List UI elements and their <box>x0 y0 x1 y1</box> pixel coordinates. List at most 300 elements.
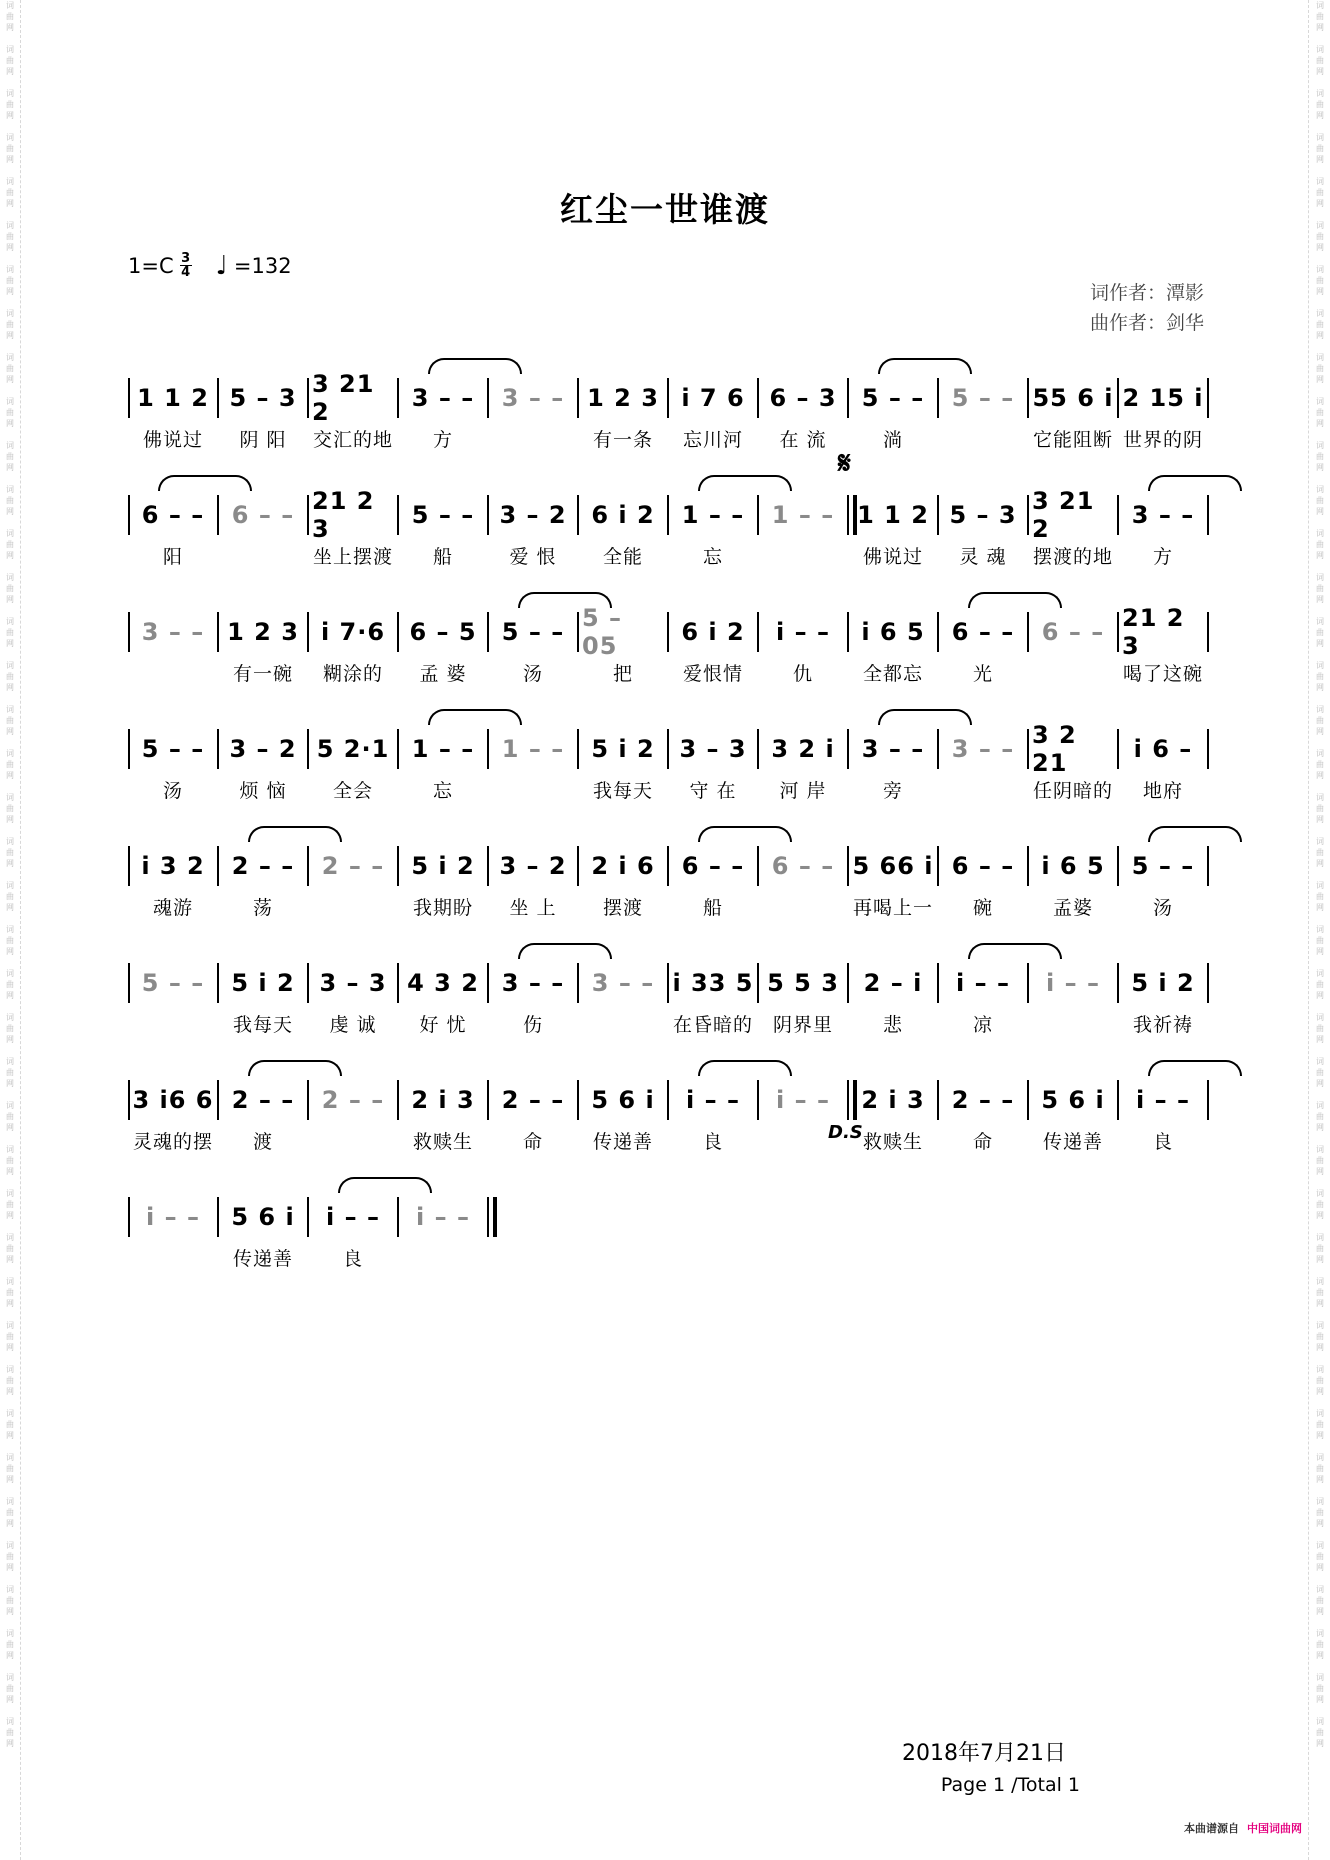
tie-arc <box>968 943 1062 959</box>
measure-notes: 3 21 2 <box>312 370 375 426</box>
measure-lyric: 忘 <box>702 545 723 568</box>
measure-lyric <box>220 541 306 569</box>
measure-notes: 21 2 3 <box>312 487 375 543</box>
bar-line <box>577 729 579 769</box>
measure-lyric: 糊涂的 <box>322 662 383 685</box>
bar-line <box>1027 495 1029 535</box>
measure-lyric <box>580 1009 666 1037</box>
bar-line <box>847 846 849 886</box>
bar-line <box>397 963 399 1003</box>
measure-lyric: 传递善 <box>592 1130 653 1153</box>
bar-line <box>1207 378 1209 418</box>
bar-line <box>307 1197 309 1237</box>
quarter-note-icon: ♩ <box>215 250 228 281</box>
measure-notes: 6 – 5 <box>409 618 477 646</box>
measure-notes: 2 – – <box>321 1086 385 1114</box>
bar-line <box>397 1080 399 1120</box>
bar-line <box>397 729 399 769</box>
bar-line <box>667 963 669 1003</box>
measure-notes: 1 2 3 <box>227 618 299 646</box>
bar-line <box>487 729 489 769</box>
bar-line <box>1117 729 1119 769</box>
score-row <box>128 1062 1208 1174</box>
bar-line <box>307 495 309 535</box>
measure-lyric: 烦 恼 <box>239 779 287 802</box>
measure-lyric: 好 忧 <box>419 1013 467 1036</box>
measure-lyric: 阴界里 <box>772 1013 833 1036</box>
measure-notes: 5 – 05 <box>582 604 623 660</box>
bar-line <box>757 495 759 535</box>
tie-arc <box>248 1060 342 1076</box>
bar-line <box>1117 1080 1119 1120</box>
measure-lyric: 方 <box>432 428 453 451</box>
date-label: 2018年7月21日 <box>902 1741 1066 1766</box>
measure-lyric: 救赎生 <box>862 1130 923 1153</box>
measure-notes: 1 – – <box>501 735 565 763</box>
measure-notes: 5 6 i <box>1041 1086 1105 1114</box>
measure-notes: 6 – – <box>231 501 295 529</box>
measure-lyric: 忘 <box>432 779 453 802</box>
measure-lyric: 在 流 <box>779 428 827 451</box>
measure-notes: 6 – – <box>1041 618 1105 646</box>
measure-lyric: 伤 <box>522 1013 543 1036</box>
measure-lyric: 守 在 <box>689 779 737 802</box>
measure-notes: 6 – – <box>141 501 205 529</box>
bar-line <box>128 612 130 652</box>
double-bar-line <box>847 1080 849 1120</box>
measure-notes: 3 – 3 <box>679 735 747 763</box>
time-signature: $\frac{3}{4}$ <box>181 251 191 280</box>
key-signature <box>128 252 292 279</box>
measure-lyric: 爱恨情 <box>682 662 743 685</box>
bar-line <box>128 1197 130 1237</box>
tie-arc <box>698 475 792 491</box>
bar-line <box>487 846 489 886</box>
measure-notes: 2 – – <box>501 1086 565 1114</box>
measure-notes: 1 – – <box>411 735 475 763</box>
bar-line <box>577 495 579 535</box>
bar-line <box>1207 963 1209 1003</box>
bar-line <box>397 1197 399 1237</box>
left-margin-line <box>20 0 21 1860</box>
measure-lyric: 我每天 <box>232 1013 293 1036</box>
bar-line <box>937 495 939 535</box>
measure-lyric: 灵 魂 <box>959 545 1007 568</box>
measure-notes: 3 – – <box>141 618 205 646</box>
measure-lyric: 孟 婆 <box>419 662 467 685</box>
bar-line <box>1117 846 1119 886</box>
measure-notes: i – – <box>146 1203 200 1231</box>
measure-notes: 5 66 i <box>852 852 934 880</box>
measure-lyric: 荡 <box>252 896 273 919</box>
measure-lyric: 把 <box>612 662 633 685</box>
measure-lyric: 河 岸 <box>779 779 827 802</box>
measure-lyric: 我期盼 <box>412 896 473 919</box>
bar-line <box>667 378 669 418</box>
bar-line <box>1027 963 1029 1003</box>
bar-line <box>937 846 939 886</box>
segno-sign: 𝄋 <box>838 446 851 481</box>
measure-lyric: 佛说过 <box>142 428 203 451</box>
bar-line <box>128 729 130 769</box>
measure-notes: 5 – – <box>1131 852 1195 880</box>
bar-line <box>128 495 130 535</box>
measure-lyric: 旁 <box>882 779 903 802</box>
bar-line <box>1117 963 1119 1003</box>
measure-notes: i 3 2 <box>141 852 205 880</box>
measure-notes: 3 i6 6 <box>132 1086 214 1114</box>
measure-lyric: 渡 <box>252 1130 273 1153</box>
measure-notes: i – – <box>776 618 830 646</box>
bar-line <box>217 378 219 418</box>
measure-notes: 5 i 2 <box>231 969 295 997</box>
measure-lyric <box>130 658 216 686</box>
measure-notes: 6 – – <box>771 852 835 880</box>
score-row <box>128 477 1208 589</box>
measure-lyric: 全能 <box>602 545 643 568</box>
measure-lyric: 碗 <box>972 896 993 919</box>
measure-lyric: 喝了这碗 <box>1122 662 1203 685</box>
measure-lyric: 阳 <box>162 545 183 568</box>
measure-notes: i – – <box>686 1086 740 1114</box>
measure-lyric <box>490 775 576 803</box>
measure-lyric <box>130 1009 216 1037</box>
bar-line <box>128 846 130 886</box>
measure-lyric: 虔 诚 <box>329 1013 377 1036</box>
measure-lyric: 坐上摆渡 <box>312 545 393 568</box>
bar-line <box>757 963 759 1003</box>
measure-notes: 5 – – <box>141 969 205 997</box>
measure-notes: 3 21 2 <box>1032 487 1095 543</box>
bar-line <box>1207 1080 1209 1120</box>
measure-lyric <box>1030 1009 1116 1037</box>
measure-notes: 3 – – <box>951 735 1015 763</box>
measure-notes: i 6 – <box>1133 735 1193 763</box>
measure-lyric: 再喝上一 <box>852 896 933 919</box>
page-number: Page 1 /Total 1 <box>940 1774 1080 1796</box>
measure-lyric <box>760 892 846 920</box>
double-bar-line <box>487 1197 489 1237</box>
bar-line <box>667 846 669 886</box>
measure-notes: 5 5 3 <box>767 969 839 997</box>
measure-lyric <box>940 775 1026 803</box>
tempo-value: =132 <box>233 253 292 278</box>
measure-lyric: 淌 <box>882 428 903 451</box>
measure-notes: 5 6 i <box>231 1203 295 1231</box>
bar-line <box>1027 729 1029 769</box>
tie-arc <box>698 1060 792 1076</box>
bar-line <box>487 612 489 652</box>
bar-line <box>397 846 399 886</box>
tie-arc <box>1148 826 1242 842</box>
bar-line <box>1117 378 1119 418</box>
measure-notes: 2 – – <box>231 852 295 880</box>
measure-lyric <box>400 1243 486 1271</box>
measure-lyric: 悲 <box>882 1013 903 1036</box>
measure-lyric: 在昏暗的 <box>672 1013 753 1036</box>
right-margin-line <box>1308 0 1309 1860</box>
bar-line <box>217 1080 219 1120</box>
bar-line <box>307 963 309 1003</box>
measure-notes: 2 – – <box>951 1086 1015 1114</box>
tie-arc <box>338 1177 432 1193</box>
bar-line <box>1117 612 1119 652</box>
bar-line <box>757 846 759 886</box>
credits <box>1090 278 1204 338</box>
measure-notes: 5 – – <box>951 384 1015 412</box>
tie-arc <box>518 943 612 959</box>
measure-notes: 6 i 2 <box>681 618 745 646</box>
bar-line <box>307 1080 309 1120</box>
measure-notes: 6 – – <box>681 852 745 880</box>
bar-line <box>397 378 399 418</box>
bar-line <box>397 612 399 652</box>
bar-line <box>1027 378 1029 418</box>
measure-notes: 2 – i <box>863 969 923 997</box>
measure-notes: 1 – – <box>771 501 835 529</box>
measure-notes: 6 – – <box>951 618 1015 646</box>
measure-notes: 2 i 3 <box>861 1086 925 1114</box>
measure-notes: 3 2 21 <box>1032 721 1077 777</box>
measure-notes: 5 – 3 <box>949 501 1017 529</box>
tie-arc <box>158 475 252 491</box>
measure-lyric: 阴 阳 <box>239 428 287 451</box>
bar-line <box>937 378 939 418</box>
measure-lyric: 爱 恨 <box>509 545 557 568</box>
tie-arc <box>878 358 972 374</box>
measure-notes: 2 i 3 <box>411 1086 475 1114</box>
measure-notes: i 33 5 <box>672 969 754 997</box>
bar-line <box>577 963 579 1003</box>
measure-notes: 3 – 2 <box>499 501 567 529</box>
measure-notes: 2 – – <box>321 852 385 880</box>
score-row <box>128 594 1208 706</box>
measure-lyric <box>130 1243 216 1271</box>
bar-line <box>487 495 489 535</box>
bar-line <box>937 612 939 652</box>
measure-notes: 55 6 i <box>1032 384 1114 412</box>
bar-line <box>128 378 130 418</box>
bar-line <box>1207 729 1209 769</box>
ds-marking: D.S <box>828 1122 863 1143</box>
measure-lyric: 传递善 <box>1042 1130 1103 1153</box>
measure-lyric: 光 <box>972 662 993 685</box>
measure-lyric: 全会 <box>332 779 373 802</box>
bar-line <box>217 963 219 1003</box>
measure-notes: 6 – 3 <box>769 384 837 412</box>
measure-notes: 1 2 3 <box>587 384 659 412</box>
left-margin-watermark: 词 曲 网 词 曲 网 词 曲 网 词 曲 网 词 曲 网 词 曲 网 词 曲 网 词 曲 网 词 曲 网 词 曲 网 词 曲 网 词 曲 网 词 曲 网 词 曲 网 词 曲 网 词 曲 网 词 曲 网 词 曲 网 词 曲 网 词 曲 网 词 曲 网 词 曲 网 词 曲 网 词 曲 网 词 曲 网 词 曲 网 词 曲 网 词 曲 网 词 曲 网 词 曲 网 词 曲 网 词 曲 网 词 曲 网 词 曲 网 词 曲 网 词 曲 网 词 曲 网 词 曲 网 词 曲 网 词 曲 网 <box>6 1 14 1748</box>
measure-notes: 2 i 6 <box>591 852 655 880</box>
bar-line <box>128 963 130 1003</box>
measure-lyric: 救赎生 <box>412 1130 473 1153</box>
measure-lyric: 全都忘 <box>862 662 923 685</box>
tie-arc <box>428 358 522 374</box>
measure-lyric <box>310 892 396 920</box>
measure-lyric: 地府 <box>1142 779 1183 802</box>
measure-notes: 5 – – <box>141 735 205 763</box>
score-row <box>128 1179 1208 1291</box>
measure-lyric: 有一碗 <box>232 662 293 685</box>
bar-line <box>937 1080 939 1120</box>
measure-notes: i – – <box>1046 969 1100 997</box>
bar-line <box>757 729 759 769</box>
measure-notes: 5 i 2 <box>591 735 655 763</box>
measure-notes: i – – <box>776 1086 830 1114</box>
score-row <box>128 945 1208 1057</box>
score-row <box>128 828 1208 940</box>
measure-notes: 4 3 2 <box>407 969 479 997</box>
bar-line <box>937 729 939 769</box>
bar-line <box>1207 495 1209 535</box>
measure-lyric: 方 <box>1152 545 1173 568</box>
measure-lyric <box>1030 658 1116 686</box>
measure-notes: i – – <box>1136 1086 1190 1114</box>
measure-notes: 5 – – <box>501 618 565 646</box>
bar-line <box>307 612 309 652</box>
bar-line <box>217 1197 219 1237</box>
measure-lyric: 汤 <box>522 662 543 685</box>
measure-lyric: 它能阻断 <box>1032 428 1113 451</box>
measure-lyric: 交汇的地 <box>312 428 393 451</box>
measure-lyric: 仇 <box>792 662 813 685</box>
measure-lyric: 摆渡 <box>602 896 643 919</box>
measure-lyric <box>940 424 1026 452</box>
measure-notes: 3 – 2 <box>499 852 567 880</box>
bar-line <box>307 378 309 418</box>
composer-credit: 曲作者：剑华 <box>1089 312 1204 334</box>
bar-line <box>1117 495 1119 535</box>
bar-line <box>1027 846 1029 886</box>
measure-lyric: 我祈祷 <box>1132 1013 1193 1036</box>
measure-lyric: 汤 <box>162 779 183 802</box>
bar-line <box>757 1080 759 1120</box>
measure-notes: 3 – 2 <box>229 735 297 763</box>
measure-notes: 3 – – <box>501 384 565 412</box>
bar-line <box>217 846 219 886</box>
bar-line <box>667 729 669 769</box>
score-row <box>128 711 1208 823</box>
tie-arc <box>878 709 972 725</box>
measure-notes: i – – <box>956 969 1010 997</box>
measure-notes: 5 i 2 <box>411 852 475 880</box>
measure-notes: 5 2·1 <box>316 735 390 763</box>
measure-notes: 2 – – <box>231 1086 295 1114</box>
measure-lyric: 坐 上 <box>509 896 557 919</box>
measure-notes: 5 – – <box>411 501 475 529</box>
measure-notes: 6 – – <box>951 852 1015 880</box>
measure-lyric: 良 <box>1152 1130 1173 1153</box>
measure-lyric: 魂游 <box>152 896 193 919</box>
measure-lyric <box>310 1126 396 1154</box>
bar-line <box>847 963 849 1003</box>
measure-notes: 2 15 i <box>1122 384 1204 412</box>
tie-arc <box>1148 475 1242 491</box>
measure-notes: 3 – – <box>591 969 655 997</box>
measure-lyric: 灵魂的摆 <box>132 1130 213 1153</box>
measure-notes: 3 – – <box>861 735 925 763</box>
measure-notes: i 7 6 <box>681 384 745 412</box>
measure-notes: 3 – – <box>501 969 565 997</box>
bar-line <box>217 495 219 535</box>
measure-notes: 1 1 2 <box>857 501 929 529</box>
measure-lyric: 命 <box>972 1130 993 1153</box>
tie-arc <box>968 592 1062 608</box>
tie-arc <box>428 709 522 725</box>
bar-line <box>1207 846 1209 886</box>
source-credit: 本曲谱源自 中国词曲网 <box>1184 1822 1302 1835</box>
measure-lyric <box>760 541 846 569</box>
bar-line <box>847 378 849 418</box>
bar-line <box>577 612 579 652</box>
bar-line <box>217 612 219 652</box>
measure-lyric: 良 <box>342 1247 363 1270</box>
measure-lyric: 船 <box>702 896 723 919</box>
bar-line <box>577 378 579 418</box>
measure-lyric: 命 <box>522 1130 543 1153</box>
measure-lyric: 世界的阴 <box>1122 428 1203 451</box>
measure-notes: 5 i 2 <box>1131 969 1195 997</box>
measure-lyric: 传递善 <box>232 1247 293 1270</box>
measure-lyric: 汤 <box>1152 896 1173 919</box>
tie-arc <box>1148 1060 1242 1076</box>
bar-line <box>667 612 669 652</box>
bar-line <box>1027 1080 1029 1120</box>
lyricist-credit: 词作者：潭影 <box>1089 282 1204 304</box>
bar-line <box>397 495 399 535</box>
measure-notes: 6 i 2 <box>591 501 655 529</box>
measure-notes: 3 – 3 <box>319 969 387 997</box>
measure-lyric: 良 <box>702 1130 723 1153</box>
key-label: 1=C <box>128 253 174 278</box>
measure-notes: i 6 5 <box>1041 852 1105 880</box>
bar-line <box>757 378 759 418</box>
measure-lyric <box>490 424 576 452</box>
tie-arc <box>698 826 792 842</box>
measure-lyric: 我每天 <box>592 779 653 802</box>
bar-line <box>307 846 309 886</box>
page-title: 红尘一世谁渡 <box>560 190 770 229</box>
bar-line <box>577 846 579 886</box>
bar-line <box>1027 612 1029 652</box>
bar-line <box>487 1080 489 1120</box>
measure-notes: 5 – – <box>861 384 925 412</box>
bar-line <box>667 1080 669 1120</box>
bar-line <box>757 612 759 652</box>
bar-line <box>577 1080 579 1120</box>
measure-lyric: 船 <box>432 545 453 568</box>
measure-lyric: 忘川河 <box>682 428 743 451</box>
measure-lyric: 佛说过 <box>862 545 923 568</box>
measure-notes: i – – <box>326 1203 380 1231</box>
bar-line <box>217 729 219 769</box>
measure-notes: 3 – – <box>1131 501 1195 529</box>
measure-lyric: 凉 <box>972 1013 993 1036</box>
measure-lyric: 任阴暗的 <box>1032 779 1113 802</box>
measure-notes: i 6 5 <box>861 618 925 646</box>
bar-line <box>847 612 849 652</box>
measure-notes: 5 – 3 <box>229 384 297 412</box>
measure-lyric: 摆渡的地 <box>1032 545 1113 568</box>
measure-notes: 3 2 i <box>771 735 835 763</box>
measure-notes: 5 6 i <box>591 1086 655 1114</box>
tie-arc <box>248 826 342 842</box>
measure-notes: 1 – – <box>681 501 745 529</box>
measure-notes: i – – <box>416 1203 470 1231</box>
measure-notes: 1 1 2 <box>137 384 209 412</box>
bar-line <box>847 729 849 769</box>
measure-notes: 21 2 3 <box>1122 604 1185 660</box>
